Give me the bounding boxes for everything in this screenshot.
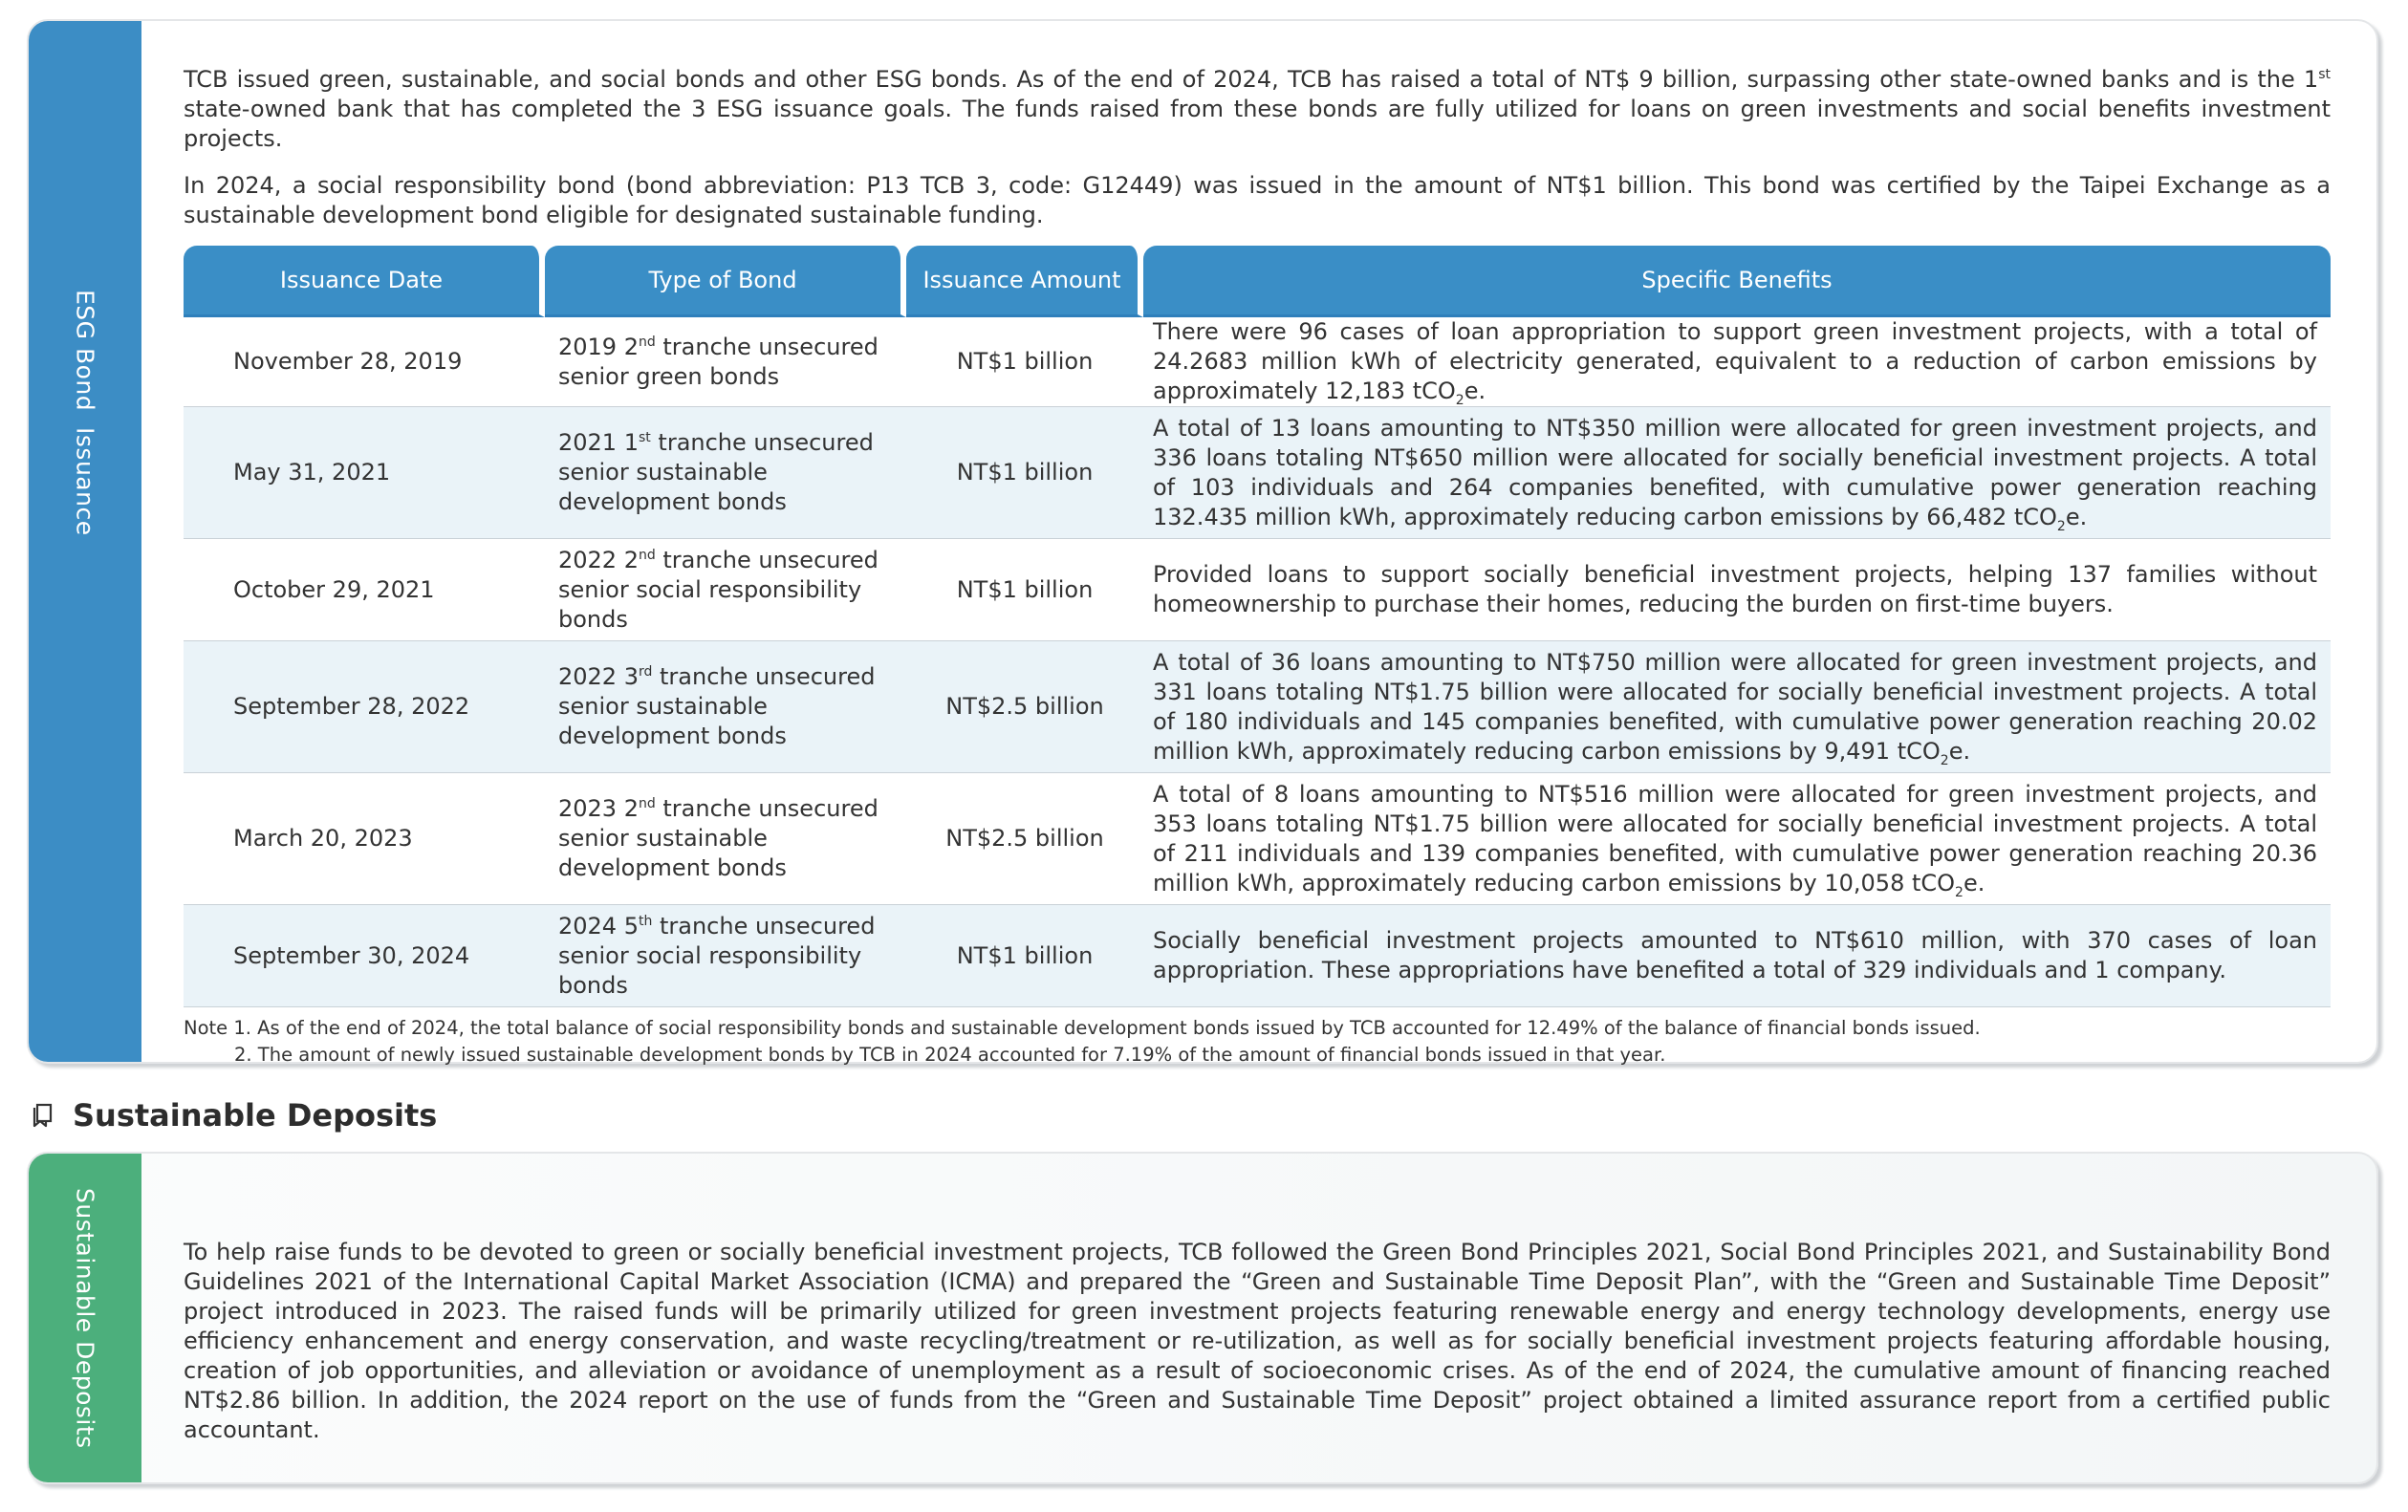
esg-2024-paragraph: In 2024, a social responsibility bond (bond abbreviation: P13 TCB 3, code: G12449) was issued in the amount of NT$1 billion. This bond was certified by the Taipei Exchange as a sustainable development bond eligible for designated sustainable funding.	[184, 172, 2331, 228]
note-1: Note 1. As of the end of 2024, the total balance of social responsibility bonds and sustainable development bonds issued by TCB accounted for 12.49% of the balance of financial bonds issued.	[184, 1017, 1981, 1039]
bond-type: 2024 5th tranche unsecured senior social responsibility bonds	[545, 905, 906, 1007]
sustainable-deposits-heading	[33, 1094, 437, 1136]
esg-bond-content	[184, 65, 2331, 1069]
issuance-amount: NT$1 billion	[906, 539, 1143, 641]
bond-type: 2022 2nd tranche unsecured senior social responsibility bonds	[545, 539, 906, 641]
issuance-date: November 28, 2019	[184, 317, 545, 407]
specific-benefits: A total of 13 loans amounting to NT$350 million were allocated for green investment projects, and 336 loans totaling NT$650 million were allocated for socially beneficial investment projects. A total of 103 individuals and 264 companies benefited, with cumulative power generation reaching 132.435 million kWh, approximately reducing carbon emissions by 66,482 tCO$_2$e.	[1143, 407, 2331, 539]
header-issuance-date: Issuance Date	[184, 246, 545, 317]
table-notes	[184, 1015, 2331, 1069]
bookmark-icon	[33, 1103, 54, 1128]
section-title: Sustainable Deposits	[73, 1097, 438, 1134]
issuance-amount: NT$2.5 billion	[906, 773, 1143, 905]
header-specific-benefits: Specific Benefits	[1143, 246, 2331, 317]
issuance-date: March 20, 2023	[184, 773, 545, 905]
esg-bond-card	[27, 19, 2378, 1064]
table-row	[184, 407, 2331, 539]
issuance-amount: NT$2.5 billion	[906, 641, 1143, 773]
note-2: 2. The amount of newly issued sustainable development bonds by TCB in 2024 accounted for 7.19% of the amount of financial bonds issued in that year.	[234, 1044, 1666, 1066]
esg-intro-paragraph: TCB issued green, sustainable, and social bonds and other ESG bonds. As of the end of 2024, TCB has raised a total of NT$ 9 billion, surpassing other state-owned banks and is the 1st state-owned bank that has completed the 3 ESG issuance goals. The funds raised from these bonds are fully utilized for loans on green investments and social benefits investment projects.	[184, 66, 2331, 152]
header-issuance-amount: Issuance Amount	[906, 246, 1143, 317]
table-header-row	[184, 246, 2331, 317]
issuance-date: September 30, 2024	[184, 905, 545, 1007]
deposits-side-tab	[29, 1154, 141, 1482]
table-row	[184, 317, 2331, 407]
bond-type: 2019 2nd tranche unsecured senior green bonds	[545, 317, 906, 407]
specific-benefits: A total of 36 loans amounting to NT$750 million were allocated for green investment projects, and 331 loans totaling NT$1.75 billion were allocated for socially beneficial investment projects. A total of 180 individuals and 145 companies benefited, with cumulative power generation reaching 20.02 million kWh, approximately reducing carbon emissions by 9,491 tCO$_2$e.	[1143, 641, 2331, 773]
bond-type: 2023 2nd tranche unsecured senior sustainable development bonds	[545, 773, 906, 905]
sustainable-deposits-card	[27, 1152, 2378, 1484]
issuance-date: October 29, 2021	[184, 539, 545, 641]
deposits-content	[184, 1238, 2331, 1445]
deposits-side-label: Sustainable Deposits	[71, 1187, 99, 1449]
deposits-paragraph: To help raise funds to be devoted to green or socially beneficial investment projects, TCB followed the Green Bond Principles 2021, Social Bond Principles 2021, and Sustainability Bond Guidelines 2021 of the International Capital Market Association (ICMA) and prepared the “Green and Sustainable Time Deposit Plan”, with the “Green and Sustainable Time Deposit” project introduced in 2023. The raised funds will be primarily utilized for green investment projects featuring renewable energy and energy technology developments, energy use efficiency enhancement and energy conservation, and waste recycling/treatment or re-utilization, as well as for socially beneficial investment projects featuring affordable housing, creation of job opportunities, and alleviation or avoidance of unemployment as a result of socioeconomic crises. As of the end of 2024, the cumulative amount of financing reached NT$2.86 billion. In addition, the 2024 report on the use of funds from the “Green and Sustainable Time Deposit” project obtained a limited assurance report from a certified public accountant.	[184, 1239, 2331, 1443]
header-type-of-bond: Type of Bond	[545, 246, 906, 317]
specific-benefits: There were 96 cases of loan appropriation to support green investment projects, with a total of 24.2683 million kWh of electricity generated, equivalent to a reduction of carbon emissions by approximately 12,183 tCO$_2$e.	[1143, 317, 2331, 407]
issuance-date: May 31, 2021	[184, 407, 545, 539]
table-row	[184, 641, 2331, 773]
issuance-amount: NT$1 billion	[906, 317, 1143, 407]
bond-issuance-table	[184, 246, 2331, 1007]
specific-benefits: A total of 8 loans amounting to NT$516 million were allocated for green investment projects, and 353 loans totaling NT$1.75 billion were allocated for socially beneficial investment projects. A total of 211 individuals and 139 companies benefited, with cumulative power generation reaching 20.36 million kWh, approximately reducing carbon emissions by 10,058 tCO$_2$e.	[1143, 773, 2331, 905]
issuance-date: September 28, 2022	[184, 641, 545, 773]
table-row	[184, 905, 2331, 1007]
issuance-amount: NT$1 billion	[906, 407, 1143, 539]
issuance-amount: NT$1 billion	[906, 905, 1143, 1007]
table-row	[184, 773, 2331, 905]
specific-benefits: Provided loans to support socially beneficial investment projects, helping 137 families without homeownership to purchase their homes, reducing the burden on first-time buyers.	[1143, 539, 2331, 641]
esg-bond-side-label: ESG Bond Issuance	[71, 289, 99, 536]
specific-benefits: Socially beneficial investment projects amounted to NT$610 million, with 370 cases of loan appropriation. These appropriations have benefited a total of 329 individuals and 1 company.	[1143, 905, 2331, 1007]
bond-type: 2022 3rd tranche unsecured senior sustainable development bonds	[545, 641, 906, 773]
table-row	[184, 539, 2331, 641]
esg-bond-side-tab	[29, 21, 141, 1062]
bond-type: 2021 1st tranche unsecured senior sustainable development bonds	[545, 407, 906, 539]
